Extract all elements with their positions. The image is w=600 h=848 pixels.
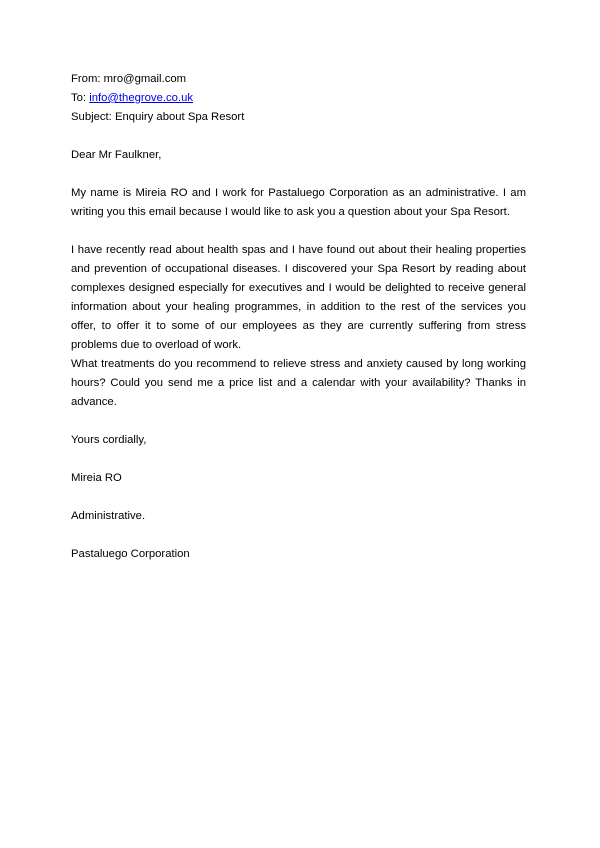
signature-title: Administrative.	[71, 510, 146, 522]
email-document	[71, 70, 526, 564]
signature-company: Pastaluego Corporation	[71, 548, 190, 560]
to-line	[71, 89, 526, 108]
from-line	[71, 70, 526, 89]
to-address-link[interactable]: info@thegrove.co.uk	[89, 92, 194, 104]
subject-label: Subject:	[71, 111, 112, 123]
to-label: To:	[71, 92, 87, 104]
from-label: From:	[71, 73, 101, 85]
signature-name: Mireia RO	[71, 472, 122, 484]
body-paragraph-question: What treatments do you recommend to relieve stress and anxiety caused by long working hours? Could you send me a price list and a calendar with your availability? Thanks in advance.	[71, 358, 526, 408]
subject-line	[71, 108, 526, 127]
greeting: Dear Mr Faulkner,	[71, 149, 162, 161]
body-paragraph-details: I have recently read about health spas and I have found out about their healing properties and prevention of occupational diseases. I discovered your Spa Resort by reading about complexes designed especially for executives and I would be delighted to receive general information about your healing programmes, in addition to the rest of the services you offer, to offer it to some of our employees as they are currently suffering from stress problems due to overload of work.	[71, 244, 526, 351]
closing: Yours cordially,	[71, 434, 147, 446]
body-paragraph-intro: My name is Mireia RO and I work for Pastaluego Corporation as an administrative. I am writing you this email because I would like to ask you a question about your Spa Resort.	[71, 187, 526, 218]
subject-text: Enquiry about Spa Resort	[114, 111, 245, 123]
from-address: mro@gmail.com	[103, 73, 187, 85]
